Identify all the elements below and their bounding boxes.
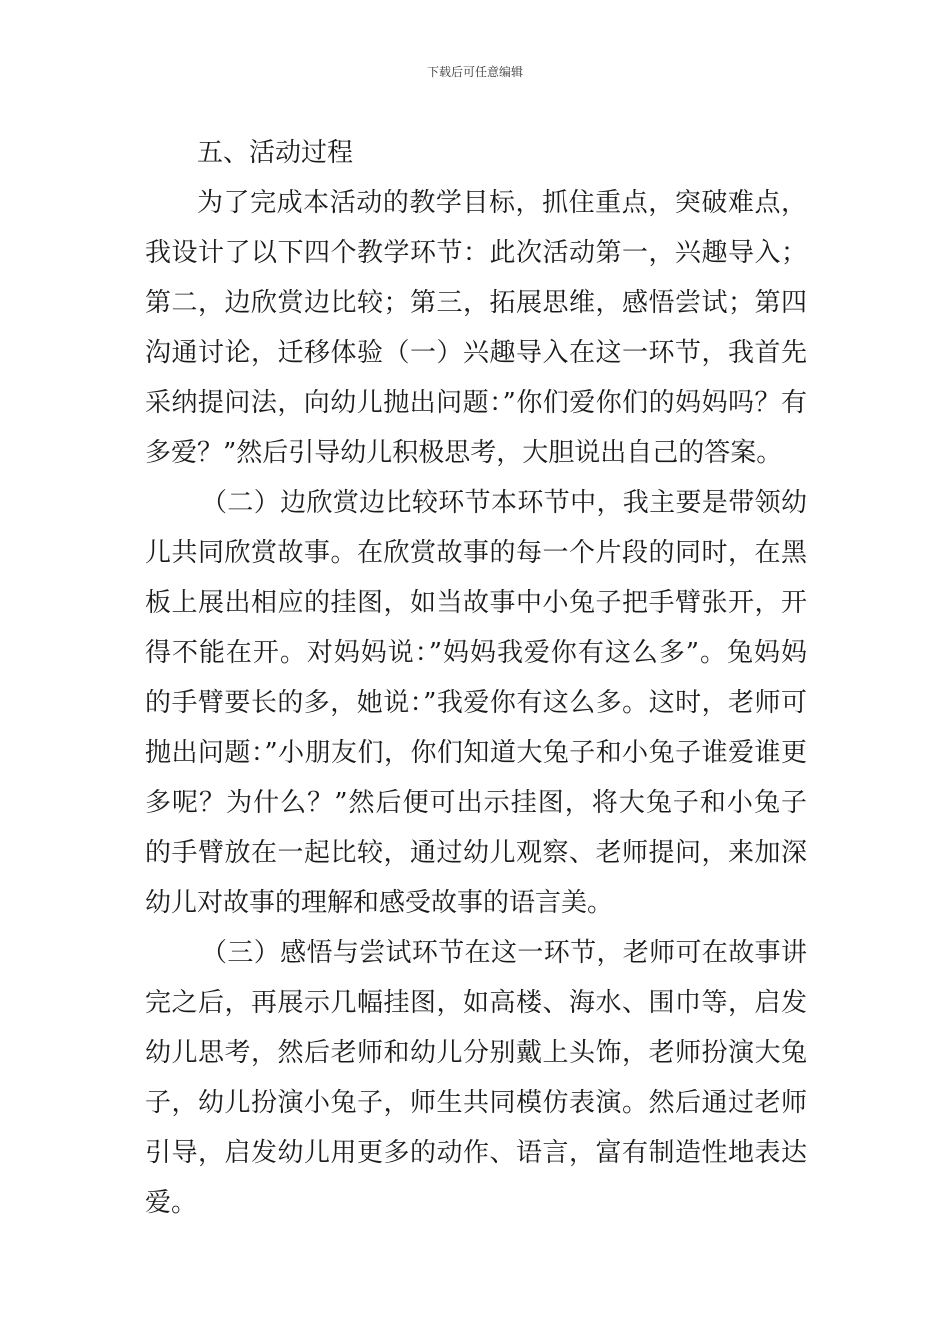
paragraph-teaching-steps: 为了完成本活动的教学目标，抓住重点，突破难点，我设计了以下四个教学环节：此次活动第一，兴趣导入；第二，边欣赏边比较；第三，拓展思维，感悟尝试；第四沟通讨论，迁移体验（一）兴趣导入在这一环节，我首先采纳提问法，向幼儿抛出问题：”你们爱你们的妈妈吗？有多爱？”然后引导幼儿积极思考，大胆说出自己的答案。 (145, 188, 807, 468)
section-heading: 五、活动过程 (197, 138, 354, 168)
document-body (145, 128, 807, 1228)
paragraph-perceive-try: （三）感悟与尝试环节在这一环节，老师可在故事讲完之后，再展示几幅挂图，如高楼、海水、围巾等，启发幼儿思考，然后老师和幼儿分别戴上头饰，老师扮演大兔子，幼儿扮演小兔子，师生共同模仿表演。然后通过老师引导，启发幼儿用更多的动作、语言，富有制造性地表达爱。 (145, 938, 807, 1218)
page-header: 下载后可任意编辑 (426, 65, 523, 79)
paragraph-appreciate-compare: （二）边欣赏边比较环节本环节中，我主要是带领幼儿共同欣赏故事。在欣赏故事的每一个片段的同时，在黑板上展出相应的挂图，如当故事中小兔子把手臂张开，开得不能在开。对妈妈说：”妈妈我爱你有这么多”。兔妈妈的手臂要长的多，她说：”我爱你有这么多。这时，老师可抛出问题：”小朋友们，你们知道大兔子和小兔子谁爱谁更多呢？为什么？”然后便可出示挂图，将大兔子和小兔子的手臂放在一起比较，通过幼儿观察、老师提问，来加深幼儿对故事的理解和感受故事的语言美。 (145, 488, 807, 918)
